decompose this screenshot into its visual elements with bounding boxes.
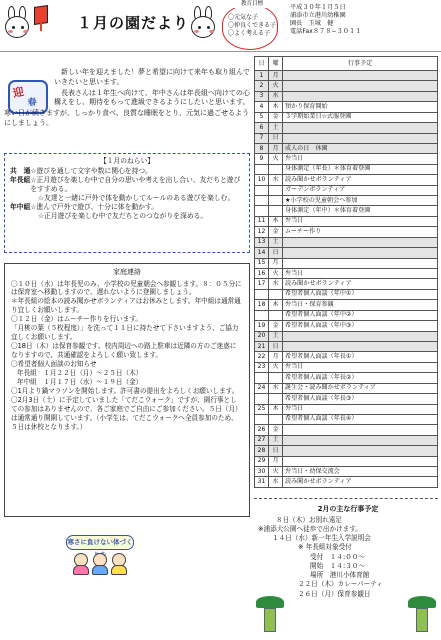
schedule-weekday: 木 [269,102,283,112]
aim-row: 共 通 ☆遊びを通して文字や数に関心を持つ。 [10,167,152,176]
schedule-day: 20 [255,331,269,341]
schedule-day: 4 [255,102,269,112]
schedule-weekday: 月 [269,143,283,153]
schedule-day: 28 [255,446,269,456]
event-line: 開始 １４:３０〜 [310,561,365,570]
geishun-stamp-icon: 迎 春 [8,80,48,114]
schedule-event [283,123,438,133]
contact-item: ＊年長組の絵本の読み聞かせボランティアはお休みとします。年中組は通常通り宜しくお願いします。 [11,297,241,315]
schedule-event: 弁当日 [283,362,438,372]
goal-item: 〇仲良くできる子 [228,21,277,29]
schedule-day [255,394,269,404]
schedule-day: 19 [255,321,269,331]
schedule-weekday: 火 [269,362,283,372]
contact-item: 〇18日（木）は保育参観です。校内周辺への路上駐車は近隣の方のご迷惑になりますので、共通確認をよろしく願い致します。 [11,342,237,360]
schedule-event: 希望者個人面談（年中①） [283,289,438,299]
schedule-row [255,164,438,174]
schedule-weekday: 火 [269,269,283,279]
schedule-table [254,56,438,488]
schedule-weekday: 水 [269,477,283,488]
schedule-event: 預かり保育開始 [283,102,438,112]
schedule-event [283,71,438,81]
contact-item: 年中組 １月１７日（水）〜１９日（金） [17,378,143,386]
schedule-day: 27 [255,435,269,445]
schedule-row [255,352,438,362]
schedule-row [255,341,438,351]
schedule-event: 誕生会・読み聞かせボランティア [283,383,438,393]
schedule-row [255,404,438,414]
schedule-event: 弁当日・保育参観 [283,300,438,310]
aim-row: 年長組 ☆正月遊びを楽しむ中で自分の思いや考えを出し合い、友だちと遊びをすすめる。 [10,176,241,194]
school-name: 浦添市立港川幼稚園 [290,12,346,20]
schedule-event [283,331,438,341]
schedule-event [283,456,438,466]
schedule-row [255,300,438,310]
schedule-event: 弁当日 [283,154,438,164]
schedule-row [255,185,438,195]
schedule-row [255,289,438,299]
schedule-weekday: 火 [269,81,283,91]
intro-para: 長​表さんは１年生へ向けて、年中さんは年長組へ向けての心構えをし、期待をもって進級できるようにしたいと思います。 [54,88,250,107]
schedule-event [283,341,438,351]
schedule-event: ３学期始業日☆式服登園 [283,112,438,122]
schedule-event: ガーデンボランティア [283,185,438,195]
schedule-day: 2 [255,81,269,91]
schedule-row [255,269,438,279]
schedule-event: 読み聞かせボランティア [283,477,438,488]
contact-item: 〇1月より鍋マラソンを開始します。許可書の提出をよろしくお願いします。 [11,386,239,395]
schedule-day: 18 [255,300,269,310]
schedule-event: 弁当日・幼保交流会 [283,467,438,477]
schedule-event: 弁当日 [283,269,438,279]
col-day: 日 [255,57,269,71]
schedule-day: 7 [255,133,269,143]
schedule-day: 22 [255,352,269,362]
schedule-event: 読み聞かせボランティア [283,175,438,185]
schedule-weekday [269,164,283,174]
schedule-row [255,456,438,466]
schedule-day: 16 [255,269,269,279]
schedule-event: ムーチー作り [283,227,438,237]
issue-date: 平成３０年１月５日 [290,4,346,11]
schedule-event: 希望者個人面談（年長①） [283,352,438,362]
schedule-event: 希望者個人面談（年長②） [283,373,438,383]
kite-icon [32,6,50,28]
schedule-weekday: 月 [269,456,283,466]
col-weekday: 曜 [269,57,283,71]
contact-item: 〇2月3日（土）に予定していました「てだこウォーク」ですが、園行事としての参加はありませんので、各ご家庭でご自由にご参加ください。５日（月）は通常通り開園しています。（小学生は、てだこウォークへ全員参加のため、５日は休校となります。） [11,395,242,431]
schedule-event: 身体測定（年中）＊体育着登園 [283,206,438,216]
contact-item: 「月桃の葉（５枚程度）」を洗って１１日に持たせて下さいますよう、ご協力宜しくお願いします。 [11,324,239,342]
schedule-weekday: 水 [269,279,283,289]
schedule-weekday: 日 [269,446,283,456]
schedule-row [255,133,438,143]
schedule-event: 希望者個人面談（年長④） [283,414,438,424]
schedule-row [255,112,438,122]
schedule-day: 9 [255,154,269,164]
schedule-event [283,425,438,435]
schedule-day [255,310,269,320]
schedule-day: 10 [255,175,269,185]
schedule-event: 身体測定（年長）＊体育着登園 [283,164,438,174]
schedule-weekday: 月 [269,71,283,81]
schedule-row [255,196,438,206]
schedule-weekday [269,414,283,424]
schedule-row [255,331,438,341]
schedule-row [255,477,438,488]
schedule-day: 21 [255,341,269,351]
bunny-right-icon [190,6,216,40]
schedule-weekday: 木 [269,404,283,414]
schedule-weekday [269,394,283,404]
schedule-weekday: 土 [269,435,283,445]
schedule-row [255,143,438,153]
monthly-aims [4,153,250,253]
home-contact [4,263,250,517]
schedule-row [255,446,438,456]
schedule-weekday: 日 [269,133,283,143]
event-line: 受付 １４:００〜 [310,552,365,561]
schedule-day: 29 [255,456,269,466]
divider [254,498,438,499]
schedule-weekday: 日 [269,341,283,351]
schedule-day: 12 [255,227,269,237]
aims-heading: 【１月のねらい】 [99,157,155,165]
schedule-day: 13 [255,237,269,247]
schedule-day: 26 [255,425,269,435]
schedule-event [283,258,438,268]
schedule-day: 24 [255,383,269,393]
schedule-row [255,123,438,133]
schedule-row [255,414,438,424]
schedule-weekday: 月 [269,258,283,268]
event-line: ２６日（月）保育参観日 [298,589,371,598]
schedule-event [283,91,438,101]
intro-para: 寒い日が続きますが、しっかり食べ、良質な睡眠をとり、元気に過ごせるようにしましょう。 [4,109,249,127]
schedule-day: 3 [255,91,269,101]
schedule-row [255,71,438,81]
event-line: ※ 年長組対象受付 [298,543,352,552]
schedule-weekday: 木 [269,300,283,310]
schedule-weekday: 土 [269,123,283,133]
schedule-day: 23 [255,362,269,372]
contact-item: 〇１２日（金）はムーチー作りを行います。 [11,315,143,324]
schedule-row [255,175,438,185]
schedule-row [255,310,438,320]
header [0,0,441,56]
kadomatsu-right-icon [408,592,438,632]
schedule-day: 31 [255,477,269,488]
schedule-row [255,206,438,216]
divider [0,51,441,52]
schedule-weekday [269,206,283,216]
schedule-day: 17 [255,279,269,289]
schedule-weekday: 金 [269,112,283,122]
schedule-row [255,154,438,164]
contact-heading: 家庭連絡 [113,268,141,276]
bunny-left-icon [4,6,30,40]
aim-row: ☆正月遊びを楽しむ中で友だちとのつながりを深める。 [38,212,208,221]
illustration-caption: 寒さに負けない体づく [66,535,134,550]
goals-caption: 教育目標 [232,1,272,8]
schedule-weekday [269,185,283,195]
schedule-event: 希望者個人面談（年中③） [283,321,438,331]
schedule-day: 30 [255,467,269,477]
schedule-weekday: 火 [269,467,283,477]
event-line: 場所 港川小体育館 [310,571,370,580]
schedule-event: 希望者個人面談（年中②） [283,310,438,320]
schedule-event [283,81,438,91]
schedule-day [255,196,269,206]
contact-item: 年長組 １月２２日（月）〜２５日（木） [17,369,143,378]
schedule-weekday: 土 [269,331,283,341]
schedule-row [255,258,438,268]
schedule-event: 読み聞かせボランティア [283,279,438,289]
event-line: １４日（水）新一年生入学説明会 [272,534,371,543]
schedule-row [255,279,438,289]
schedule-weekday: 金 [269,425,283,435]
event-line: ※浦添大公園へ徒歩で出かけます。 [258,525,362,534]
schedule-day: 25 [255,404,269,414]
schedule-weekday [269,196,283,206]
education-goals [222,4,278,50]
schedule-weekday: 火 [269,154,283,164]
schedule-weekday: 日 [269,248,283,258]
schedule-row [255,425,438,435]
schedule-row [255,467,438,477]
schedule-row [255,394,438,404]
schedule-day: 11 [255,216,269,226]
schedule-event: ★小学校の児童朝会へ参加 [283,196,438,206]
schedule-event: 弁当日 [283,404,438,414]
schedule-event: 成人の日 休園 [283,143,438,153]
schedule-row [255,237,438,247]
schedule-weekday: 金 [269,321,283,331]
schedule-row [255,435,438,445]
schedule-weekday [269,373,283,383]
schedule-day [255,164,269,174]
goal-item: 〇よく考える子 [228,29,271,37]
col-event: 行事予定 [283,57,438,71]
schedule-day [255,289,269,299]
intro-text [4,68,250,130]
schedule-row [255,227,438,237]
schedule-event [283,446,438,456]
schedule-header [255,57,438,71]
schedule-row [255,102,438,112]
event-line: ２２日（木）カレーパーティ [298,580,383,589]
schedule-day: 5 [255,112,269,122]
aim-row: 年中組 ☆進んで戸外で遊び、十分に体を動かす。 [10,203,159,212]
schedule-row [255,321,438,331]
schedule-day: 6 [255,123,269,133]
principal: 園長 玉城 健 [290,20,334,28]
schedule-event: 希望者個人面談（年長③） [283,394,438,404]
schedule-row [255,216,438,226]
school-info [290,4,438,36]
schedule-event [283,248,438,258]
schedule-day: 8 [255,143,269,153]
event-line: ８日（木）お別れ遠足 [276,515,342,524]
schedule-row [255,362,438,372]
schedule-event [283,237,438,247]
schedule-event [283,133,438,143]
contact-item: 〇１０日（水）は年長児のみ、小学校の児童朝会へ参観します。８：０５分には保育室へ移動しますので、遅れないように登園しましょう。 [11,279,242,297]
schedule-weekday: 水 [269,175,283,185]
schedule-row [255,248,438,258]
schedule-row [255,91,438,101]
schedule-weekday [269,310,283,320]
schedule-day [255,206,269,216]
schedule-weekday: 水 [269,91,283,101]
schedule-weekday: 金 [269,227,283,237]
phone: 電話Fax８７８−３０１１ [290,28,362,36]
schedule-row [255,81,438,91]
schedule-row [255,383,438,393]
schedule-day [255,373,269,383]
schedule-day: 1 [255,71,269,81]
schedule-weekday: 土 [269,237,283,247]
schedule-day: 14 [255,248,269,258]
kids-illustration [62,531,138,577]
schedule-weekday [269,289,283,299]
contact-item: 〇希望者個人面談のお知らせ [11,360,97,369]
schedule-weekday: 水 [269,383,283,393]
page-title: １月の園だより [76,14,189,32]
schedule-weekday: 月 [269,352,283,362]
intro-para: 新しい年を迎えました！夢と希望に向けて来年も取り組んでいきたいと思います。 [54,68,250,86]
events-heading: 2月の主な行事予定 [317,505,379,513]
schedule-row [255,373,438,383]
schedule-day [255,185,269,195]
schedule-event: 弁当日 [283,216,438,226]
schedule-event [283,435,438,445]
aim-row: ☆友達と一緒に戸外で体を動かしてルールのある遊びを楽しむ。 [38,194,235,203]
schedule-day: 15 [255,258,269,268]
goal-item: 〇元気な子 [228,14,259,21]
schedule-day [255,414,269,424]
schedule-weekday: 木 [269,216,283,226]
